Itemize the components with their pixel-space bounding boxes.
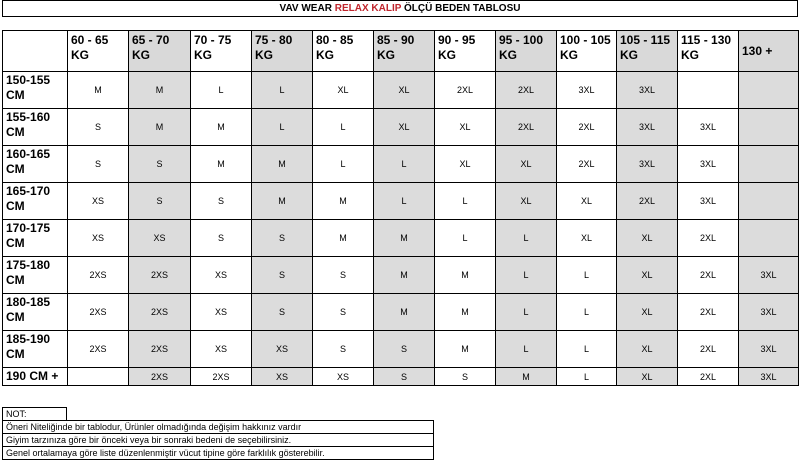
size-cell: 2XL (435, 72, 496, 109)
size-cell: XL (313, 72, 374, 109)
size-cell: L (557, 257, 617, 294)
size-cell: 3XL (617, 109, 678, 146)
size-cell: 2XS (129, 257, 191, 294)
size-cell: XL (557, 220, 617, 257)
size-cell: M (191, 146, 252, 183)
size-cell: 2XL (678, 294, 739, 331)
size-cell: S (374, 368, 435, 386)
size-cell: M (374, 294, 435, 331)
size-cell: L (557, 294, 617, 331)
size-cell: XL (617, 220, 678, 257)
column-header: 100 - 105 KG (557, 31, 617, 72)
size-cell: M (191, 109, 252, 146)
size-cell: 3XL (678, 109, 739, 146)
column-header: 75 - 80 KG (252, 31, 313, 72)
column-header: 130 + (739, 31, 799, 72)
size-cell: M (129, 72, 191, 109)
table-row (3, 294, 799, 331)
size-cell: 3XL (557, 72, 617, 109)
size-cell: 2XS (191, 368, 252, 386)
size-cell: XL (435, 146, 496, 183)
size-cell: L (252, 72, 313, 109)
size-cell: 2XL (557, 146, 617, 183)
size-cell: 2XL (678, 368, 739, 386)
size-cell: M (313, 220, 374, 257)
size-cell: S (191, 220, 252, 257)
size-cell: L (496, 220, 557, 257)
size-cell (739, 183, 799, 220)
note-line: Genel ortalamaya göre liste düzenlenmiştir vücut tipine göre farklılık gösterebilir. (2, 446, 434, 460)
row-header: 170-175 CM (3, 220, 68, 257)
size-cell: XS (191, 257, 252, 294)
size-cell: 2XL (678, 331, 739, 368)
size-cell: XL (496, 146, 557, 183)
column-header: 105 - 115 KG (617, 31, 678, 72)
note-line: Öneri Niteliğinde bir tablodur, Ürünler olmadığında değişim hakkınız vardır (2, 420, 434, 434)
size-cell: XS (252, 331, 313, 368)
size-cell (739, 109, 799, 146)
table-row (3, 368, 799, 386)
size-cell: M (313, 183, 374, 220)
size-cell: L (252, 109, 313, 146)
size-cell: 2XS (129, 368, 191, 386)
table-row (3, 109, 799, 146)
size-cell (739, 146, 799, 183)
size-cell: XS (191, 294, 252, 331)
size-cell: L (313, 109, 374, 146)
size-cell: XS (252, 368, 313, 386)
column-header: 90 - 95 KG (435, 31, 496, 72)
title-suffix: ÖLÇÜ BEDEN TABLOSU (404, 3, 521, 14)
size-cell: S (252, 220, 313, 257)
size-cell: L (435, 220, 496, 257)
chart-title (2, 0, 798, 17)
row-header: 160-165 CM (3, 146, 68, 183)
size-cell: L (313, 146, 374, 183)
row-header: 190 CM + (3, 368, 68, 386)
column-header: 70 - 75 KG (191, 31, 252, 72)
size-cell: XS (129, 220, 191, 257)
size-cell: 3XL (617, 146, 678, 183)
size-cell: S (191, 183, 252, 220)
column-header: 85 - 90 KG (374, 31, 435, 72)
corner-cell (3, 31, 68, 72)
table-row (3, 72, 799, 109)
size-table (2, 30, 799, 386)
size-cell: L (191, 72, 252, 109)
size-cell: 2XS (68, 294, 129, 331)
size-cell: M (374, 257, 435, 294)
size-cell: S (129, 183, 191, 220)
size-cell: S (313, 294, 374, 331)
size-cell: XL (617, 331, 678, 368)
size-cell: M (129, 109, 191, 146)
size-cell: 2XL (678, 257, 739, 294)
title-brand: VAV WEAR (279, 3, 332, 14)
size-cell: L (496, 294, 557, 331)
size-cell: M (435, 331, 496, 368)
size-cell (678, 72, 739, 109)
size-cell: M (374, 220, 435, 257)
size-cell: 3XL (678, 146, 739, 183)
size-cell: XS (313, 368, 374, 386)
table-row (3, 257, 799, 294)
notes-block (2, 408, 434, 460)
size-cell: XL (374, 72, 435, 109)
size-cell: S (68, 109, 129, 146)
size-cell: S (68, 146, 129, 183)
note-line: Giyim tarzınıza göre bir önceki veya bir sonraki bedeni de seçebilirsiniz. (2, 433, 434, 447)
size-cell: L (496, 257, 557, 294)
size-cell: 2XL (496, 109, 557, 146)
column-header: 80 - 85 KG (313, 31, 374, 72)
size-cell: 3XL (739, 257, 799, 294)
size-cell: 2XL (557, 109, 617, 146)
table-row (3, 183, 799, 220)
size-cell: M (252, 146, 313, 183)
size-cell: XL (496, 183, 557, 220)
size-cell: XS (68, 220, 129, 257)
size-cell: XL (617, 368, 678, 386)
size-cell: M (435, 257, 496, 294)
size-cell: L (557, 331, 617, 368)
size-cell: M (252, 183, 313, 220)
size-cell: S (129, 146, 191, 183)
size-cell: L (435, 183, 496, 220)
title-fit: RELAX KALIP (334, 3, 402, 14)
size-cell: S (374, 331, 435, 368)
size-cell: S (313, 257, 374, 294)
size-cell: 2XS (68, 331, 129, 368)
column-header: 95 - 100 KG (496, 31, 557, 72)
size-cell: XL (374, 109, 435, 146)
table-row (3, 331, 799, 368)
table-row (3, 220, 799, 257)
row-header: 155-160 CM (3, 109, 68, 146)
size-cell (739, 220, 799, 257)
size-cell: 3XL (739, 294, 799, 331)
size-cell: M (435, 294, 496, 331)
size-cell: M (496, 368, 557, 386)
column-header: 65 - 70 KG (129, 31, 191, 72)
size-cell: 3XL (739, 368, 799, 386)
column-header: 115 - 130 KG (678, 31, 739, 72)
size-cell: XL (435, 109, 496, 146)
size-cell: 3XL (739, 331, 799, 368)
size-cell: XL (617, 294, 678, 331)
row-header: 150-155 CM (3, 72, 68, 109)
size-cell: S (313, 331, 374, 368)
row-header: 175-180 CM (3, 257, 68, 294)
size-cell: 2XL (678, 220, 739, 257)
size-cell: L (557, 368, 617, 386)
size-cell: 3XL (617, 72, 678, 109)
size-cell: 2XS (129, 294, 191, 331)
size-cell: L (496, 331, 557, 368)
size-cell: 2XS (68, 257, 129, 294)
size-cell: S (435, 368, 496, 386)
size-cell (739, 72, 799, 109)
size-cell: 2XL (496, 72, 557, 109)
size-cell (68, 368, 129, 386)
size-cell: 2XS (129, 331, 191, 368)
table-row (3, 146, 799, 183)
size-cell: XL (617, 257, 678, 294)
notes-label: NOT: (2, 407, 67, 421)
size-cell: S (252, 257, 313, 294)
size-cell: 3XL (678, 183, 739, 220)
header-row (3, 31, 799, 72)
row-header: 165-170 CM (3, 183, 68, 220)
row-header: 180-185 CM (3, 294, 68, 331)
size-cell: XS (191, 331, 252, 368)
size-cell: XL (557, 183, 617, 220)
size-cell: S (252, 294, 313, 331)
size-cell: XS (68, 183, 129, 220)
size-cell: L (374, 146, 435, 183)
size-cell: 2XL (617, 183, 678, 220)
size-cell: M (68, 72, 129, 109)
row-header: 185-190 CM (3, 331, 68, 368)
size-cell: L (374, 183, 435, 220)
column-header: 60 - 65 KG (68, 31, 129, 72)
